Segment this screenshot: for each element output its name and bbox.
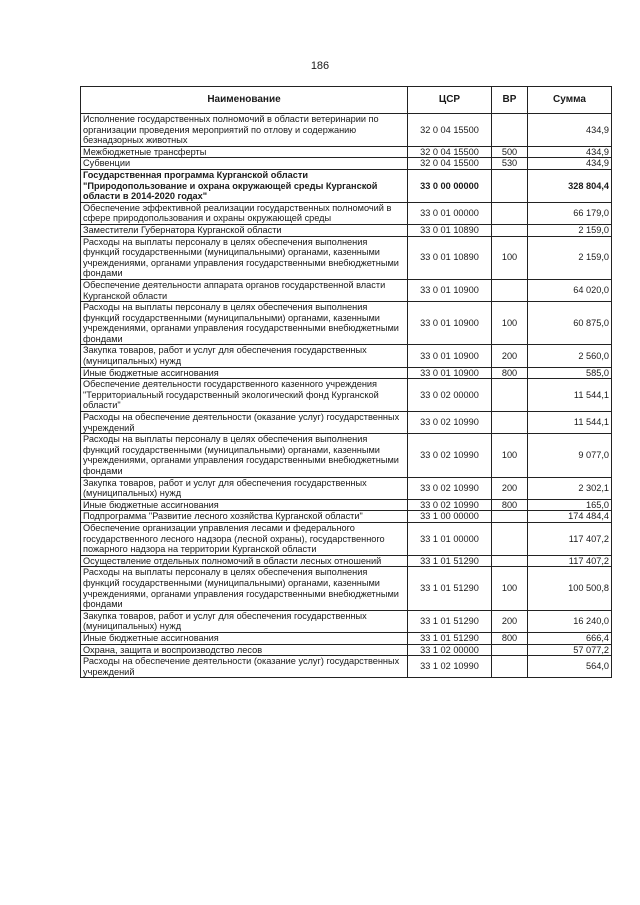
row-sum: 11 544,1: [528, 412, 612, 434]
table-row: [81, 224, 612, 236]
row-name: Субвенции: [81, 158, 408, 170]
row-csr: 33 0 01 10900: [408, 279, 492, 301]
row-sum: 328 804,4: [528, 169, 612, 202]
row-sum: 66 179,0: [528, 202, 612, 224]
row-vr: [492, 412, 528, 434]
row-sum: 434,9: [528, 158, 612, 170]
row-name: Расходы на выплаты персоналу в целях обеспечения выполнения функций государственными (муниципальными) органами, казенными учреждениями, органами управления государственными внебюджетными фондами: [81, 302, 408, 345]
header-name: Наименование: [81, 87, 408, 114]
row-csr: 33 1 01 00000: [408, 522, 492, 555]
table-row: [81, 367, 612, 379]
row-name: Государственная программа Курганской области "Природопользование и охрана окружающей среды Курганской области в 2014-2020 годах": [81, 169, 408, 202]
row-vr: 800: [492, 367, 528, 379]
table-row: [81, 146, 612, 158]
row-csr: 33 0 00 00000: [408, 169, 492, 202]
row-csr: 33 0 01 00000: [408, 202, 492, 224]
row-sum: 434,9: [528, 146, 612, 158]
row-vr: 800: [492, 632, 528, 644]
row-csr: 33 0 02 10990: [408, 477, 492, 499]
row-vr: 100: [492, 434, 528, 477]
table-row: [81, 477, 612, 499]
row-csr: 33 0 01 10900: [408, 367, 492, 379]
table-row: [81, 345, 612, 367]
row-csr: 32 0 04 15500: [408, 146, 492, 158]
row-sum: 100 500,8: [528, 567, 612, 610]
row-sum: 64 020,0: [528, 279, 612, 301]
row-vr: [492, 379, 528, 412]
row-sum: 11 544,1: [528, 379, 612, 412]
row-vr: 100: [492, 302, 528, 345]
row-csr: 33 0 02 10990: [408, 434, 492, 477]
row-vr: 100: [492, 567, 528, 610]
row-name: Расходы на выплаты персоналу в целях обеспечения выполнения функций государственными (муниципальными) органами, казенными учреждениями, органами управления государственными внебюджетными фондами: [81, 236, 408, 279]
row-vr: 530: [492, 158, 528, 170]
budget-table: [80, 86, 612, 678]
row-name: Расходы на выплаты персоналу в целях обеспечения выполнения функций государственными (муниципальными) органами, казенными учреждениями, органами управления государственными внебюджетными фондами: [81, 567, 408, 610]
row-csr: 33 0 02 00000: [408, 379, 492, 412]
table-row: [81, 114, 612, 147]
row-vr: [492, 224, 528, 236]
row-vr: 100: [492, 236, 528, 279]
row-sum: 666,4: [528, 632, 612, 644]
row-name: Межбюджетные трансферты: [81, 146, 408, 158]
table-row: [81, 236, 612, 279]
row-sum: 2 302,1: [528, 477, 612, 499]
row-csr: 32 0 04 15500: [408, 114, 492, 147]
row-sum: 2 159,0: [528, 236, 612, 279]
header-vr: ВР: [492, 87, 528, 114]
row-csr: 32 0 04 15500: [408, 158, 492, 170]
table-row: [81, 555, 612, 567]
row-csr: 33 0 02 10990: [408, 412, 492, 434]
row-name: Расходы на выплаты персоналу в целях обеспечения выполнения функций государственными (муниципальными) органами, казенными учреждениями, органами управления государственными внебюджетными фондами: [81, 434, 408, 477]
table-row: [81, 632, 612, 644]
table-row: [81, 202, 612, 224]
row-name: Обеспечение деятельности государственного казенного учреждения "Территориальный государственный экологический фонд Курганской области": [81, 379, 408, 412]
row-vr: [492, 169, 528, 202]
row-vr: [492, 522, 528, 555]
row-csr: 33 1 01 51290: [408, 555, 492, 567]
table-row: [81, 656, 612, 678]
row-vr: [492, 555, 528, 567]
row-name: Обеспечение организации управления лесами и федерального государственного лесного надзора (лесной охраны), государственного пожарного надзора на территории Курганской области: [81, 522, 408, 555]
table-row: [81, 644, 612, 656]
row-vr: [492, 279, 528, 301]
row-csr: 33 0 01 10900: [408, 345, 492, 367]
row-vr: 800: [492, 499, 528, 511]
row-name: Иные бюджетные ассигнования: [81, 499, 408, 511]
table-row: [81, 158, 612, 170]
row-name: Расходы на обеспечение деятельности (оказание услуг) государственных учреждений: [81, 656, 408, 678]
row-csr: 33 1 02 10990: [408, 656, 492, 678]
row-name: Осуществление отдельных полномочий в области лесных отношений: [81, 555, 408, 567]
table-row: [81, 522, 612, 555]
header-sum: Сумма: [528, 87, 612, 114]
table-row: [81, 567, 612, 610]
row-vr: 200: [492, 477, 528, 499]
row-sum: 564,0: [528, 656, 612, 678]
table-row: [81, 379, 612, 412]
row-vr: 200: [492, 610, 528, 632]
row-sum: 434,9: [528, 114, 612, 147]
row-name: Обеспечение эффективной реализации государственных полномочий в сфере природопользования и охраны окружающей среды: [81, 202, 408, 224]
table-header-row: [81, 87, 612, 114]
table-row: [81, 412, 612, 434]
row-vr: [492, 511, 528, 523]
row-name: Расходы на обеспечение деятельности (оказание услуг) государственных учреждений: [81, 412, 408, 434]
row-sum: 57 077,2: [528, 644, 612, 656]
row-csr: 33 1 02 00000: [408, 644, 492, 656]
row-sum: 117 407,2: [528, 522, 612, 555]
row-sum: 117 407,2: [528, 555, 612, 567]
row-name: Обеспечение деятельности аппарата органов государственной власти Курганской области: [81, 279, 408, 301]
row-csr: 33 0 01 10890: [408, 236, 492, 279]
row-name: Исполнение государственных полномочий в области ветеринарии по организации проведения мероприятий по отлову и содержанию безнадзорных животных: [81, 114, 408, 147]
row-sum: 9 077,0: [528, 434, 612, 477]
table-row: [81, 169, 612, 202]
page-number: 186: [310, 60, 330, 72]
row-csr: 33 1 01 51290: [408, 610, 492, 632]
row-vr: [492, 644, 528, 656]
row-sum: 16 240,0: [528, 610, 612, 632]
row-vr: [492, 656, 528, 678]
row-name: Закупка товаров, работ и услуг для обеспечения государственных (муниципальных) нужд: [81, 345, 408, 367]
row-csr: 33 0 01 10890: [408, 224, 492, 236]
row-sum: 174 484,4: [528, 511, 612, 523]
row-sum: 165,0: [528, 499, 612, 511]
table-row: [81, 434, 612, 477]
row-csr: 33 1 01 51290: [408, 632, 492, 644]
row-sum: 2 560,0: [528, 345, 612, 367]
row-name: Подпрограмма "Развитие лесного хозяйства Курганской области": [81, 511, 408, 523]
row-vr: 200: [492, 345, 528, 367]
row-csr: 33 0 01 10900: [408, 302, 492, 345]
header-csr: ЦСР: [408, 87, 492, 114]
table-row: [81, 499, 612, 511]
row-vr: [492, 114, 528, 147]
row-vr: 500: [492, 146, 528, 158]
row-name: Охрана, защита и воспроизводство лесов: [81, 644, 408, 656]
row-name: Иные бюджетные ассигнования: [81, 632, 408, 644]
row-sum: 585,0: [528, 367, 612, 379]
row-vr: [492, 202, 528, 224]
row-name: Закупка товаров, работ и услуг для обеспечения государственных (муниципальных) нужд: [81, 610, 408, 632]
row-name: Заместители Губернатора Курганской области: [81, 224, 408, 236]
table-row: [81, 279, 612, 301]
row-csr: 33 0 02 10990: [408, 499, 492, 511]
row-name: Закупка товаров, работ и услуг для обеспечения государственных (муниципальных) нужд: [81, 477, 408, 499]
row-sum: 2 159,0: [528, 224, 612, 236]
table-row: [81, 610, 612, 632]
table-row: [81, 511, 612, 523]
row-name: Иные бюджетные ассигнования: [81, 367, 408, 379]
row-csr: 33 1 00 00000: [408, 511, 492, 523]
table-row: [81, 302, 612, 345]
row-sum: 60 875,0: [528, 302, 612, 345]
row-csr: 33 1 01 51290: [408, 567, 492, 610]
